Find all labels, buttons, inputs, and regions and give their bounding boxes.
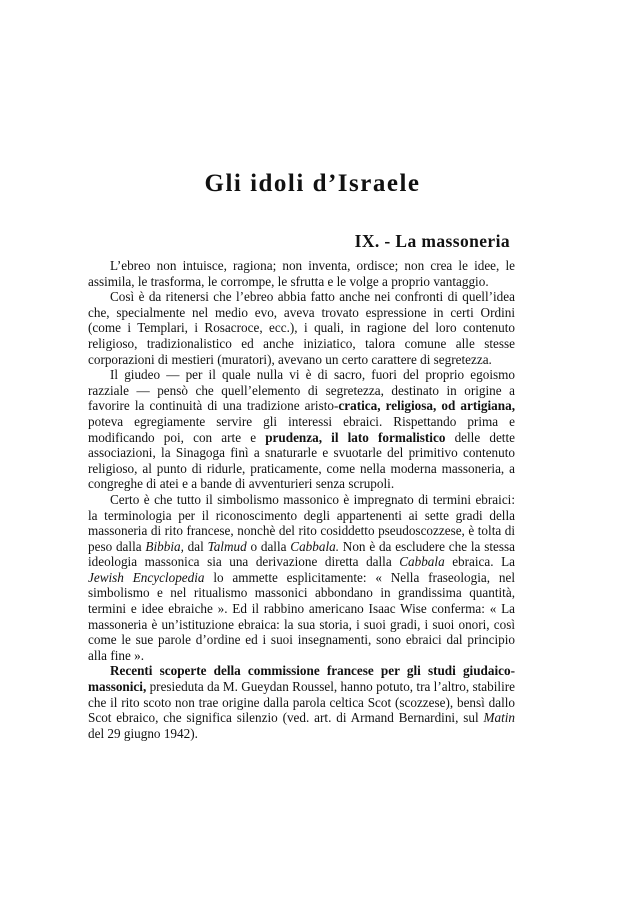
italic-text-run: Cabbala. bbox=[290, 538, 340, 554]
text-run: Così è da ritenersi che l’ebreo abbia fatto anche nei confronti di quell’idea che, specialmente nel medio evo, aveva trovato espressione in certi Ordini (come i Templari, i Rosacroce, ecc.), i quali, in ragione del loro contenuto religioso, tradizionalistico ed anche iniziatico, talora comune alle stesse corporazioni di mestieri (muratori), avevano un certo carattere di segretezza. bbox=[88, 289, 515, 367]
text-run: del 29 giugno 1942). bbox=[88, 725, 198, 741]
italic-text-run: Matin bbox=[483, 710, 515, 726]
paragraph bbox=[88, 492, 515, 664]
text-run: poteva egregiamente servire gli interessi ebraici. Rispettando prima e modificando poi, con arte e bbox=[88, 413, 515, 445]
text-run: ebraica. La bbox=[444, 554, 515, 570]
text-run: lo ammette esplicitamente: « Nella fraseologia, nel simbolismo e nel ritualismo massonici abbondano in grandissima quantità, termini e idee ebraiche ». Ed il rabbino americano Isaac Wise conferma: « La massoneria è un’istituzione ebraica: la sua storia, i suoi gradi, i suoi onori, così come le sue parole d’ordine ed i suoi insegnamenti, sono ebraici dal principio alla fine ». bbox=[88, 569, 515, 663]
chapter-title: Gli idoli d’Israele bbox=[204, 170, 421, 197]
body-text bbox=[88, 258, 515, 741]
text-run: dal bbox=[183, 538, 208, 554]
bold-text-run: cratica, religiosa, od artigiana, bbox=[338, 398, 516, 414]
text-run: o dalla bbox=[246, 538, 291, 554]
bold-text-run: prudenza, il lato formalistico bbox=[265, 429, 446, 445]
text-run: presieduta da M. Gueydan Roussel, hanno potuto, tra l’altro, stabilire che il rito scoto non trae origine dalla parola celtica Scot (scozzese), bensì dallo Scot ebraico, che significa silenzio (ved. art. di Armand Bernardini, sul bbox=[88, 679, 515, 726]
bold-text-run: Recenti scoperte della commissione francese per gli studi giudaico-massonici, bbox=[88, 663, 515, 695]
section-heading: IX. - La massoneria bbox=[354, 231, 510, 251]
paragraph bbox=[88, 289, 515, 367]
paragraph bbox=[88, 367, 515, 492]
italic-text-run: Cabbala bbox=[399, 554, 445, 570]
text-run: L’ebreo non intuisce, ragiona; non inventa, ordisce; non crea le idee, le assimila, le trasforma, le corrompe, le sfrutta e le volge a proprio vantaggio. bbox=[88, 258, 515, 289]
text-run: delle dette associazioni, la Sinagoga finì a snaturarle e svuotarle del primitivo contenuto religioso, al punto di ridurle, praticamente, come nella moderna massoneria, a congreghe di atei e a bande di avventurieri senza scrupoli. bbox=[88, 429, 515, 492]
text-run: Certo è che tutto il simbolismo massonico è impregnato di termini ebraici: la terminologia per il riconoscimento degli appartenenti ai sette gradi della massoneria di rito francese, nonchè del rito cosiddetto pseudoscozzese, è tolta di peso dalla bbox=[88, 491, 515, 554]
italic-text-run: Talmud bbox=[207, 538, 247, 554]
italic-text-run: Bibbia, bbox=[145, 538, 184, 554]
italic-text-run: Jewish Encyclopedia bbox=[88, 569, 205, 585]
paragraph bbox=[88, 663, 515, 741]
paragraph bbox=[88, 258, 515, 289]
text-run: Il giudeo — per il quale nulla vi è di sacro, fuori del proprio egoismo razziale — pensò che quell’elemento di segretezza, destinato in origine a favorire la continuità di una tradizione aristo- bbox=[88, 367, 515, 414]
text-run: Non è da escludere che la stessa ideologia massonica sia una derivazione diretta dalla bbox=[88, 538, 515, 570]
